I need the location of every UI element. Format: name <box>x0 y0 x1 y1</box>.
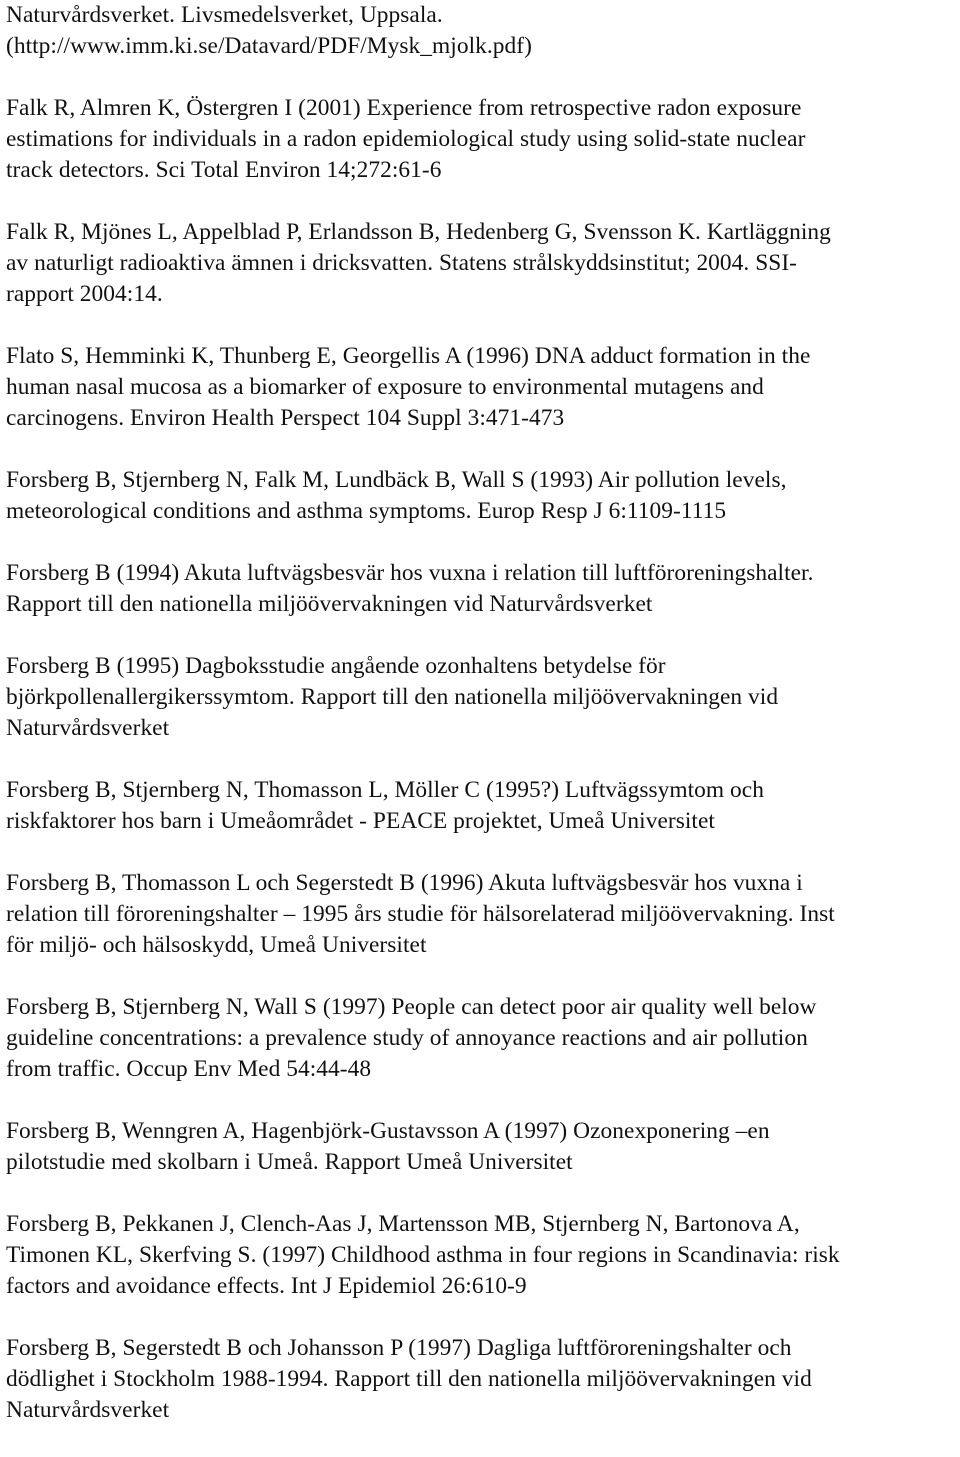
reference-line: factors and avoidance effects. Int J Epidemiol 26:610-9 <box>6 1273 527 1299</box>
reference-line: Naturvårdsverket. Livsmedelsverket, Uppsala. <box>6 2 443 28</box>
reference-entry <box>6 1116 956 1178</box>
reference-line: Timonen KL, Skerfving S. (1997) Childhood asthma in four regions in Scandinavia: risk <box>6 1242 840 1268</box>
reference-line: carcinogens. Environ Health Perspect 104 Suppl 3:471-473 <box>6 405 565 431</box>
reference-entry <box>6 651 956 744</box>
reference-line: pilotstudie med skolbarn i Umeå. Rapport Umeå Universitet <box>6 1149 573 1175</box>
reference-entry <box>6 0 956 62</box>
reference-line: Forsberg B, Segerstedt B och Johansson P (1997) Dagliga luftföroreningshalter och <box>6 1335 792 1361</box>
reference-line: Falk R, Almren K, Östergren I (2001) Experience from retrospective radon exposure <box>6 95 802 121</box>
reference-line: för miljö- och hälsoskydd, Umeå Universitet <box>6 932 427 958</box>
reference-line: Naturvårdsverket <box>6 1397 170 1423</box>
reference-line: Forsberg B (1994) Akuta luftvägsbesvär hos vuxna i relation till luftföroreningshalter. <box>6 560 814 586</box>
reference-entry <box>6 992 956 1085</box>
reference-line: Forsberg B, Stjernberg N, Wall S (1997) People can detect poor air quality well below <box>6 994 817 1020</box>
reference-line: Rapport till den nationella miljöövervakningen vid Naturvårdsverket <box>6 591 653 617</box>
reference-line: Forsberg B, Thomasson L och Segerstedt B (1996) Akuta luftvägsbesvär hos vuxna i <box>6 870 803 896</box>
reference-entry <box>6 217 956 310</box>
reference-entry <box>6 341 956 434</box>
reference-line: guideline concentrations: a prevalence study of annoyance reactions and air pollution <box>6 1025 808 1051</box>
reference-entry <box>6 1209 956 1302</box>
reference-line: meteorological conditions and asthma symptoms. Europ Resp J 6:1109-1115 <box>6 498 727 524</box>
reference-line: rapport 2004:14. <box>6 281 163 307</box>
reference-line: Forsberg B, Pekkanen J, Clench-Aas J, Martensson MB, Stjernberg N, Bartonova A, <box>6 1211 800 1237</box>
reference-line: Naturvårdsverket <box>6 715 170 741</box>
reference-line: dödlighet i Stockholm 1988-1994. Rapport till den nationella miljöövervakningen vid <box>6 1366 812 1392</box>
reference-line: Forsberg B, Stjernberg N, Falk M, Lundbäck B, Wall S (1993) Air pollution levels, <box>6 467 787 493</box>
reference-line: Falk R, Mjönes L, Appelblad P, Erlandsson B, Hedenberg G, Svensson K. Kartläggning <box>6 219 831 245</box>
reference-line: Forsberg B, Wenngren A, Hagenbjörk-Gustavsson A (1997) Ozonexponering –en <box>6 1118 770 1144</box>
reference-line: track detectors. Sci Total Environ 14;272:61-6 <box>6 157 442 183</box>
reference-line: Forsberg B (1995) Dagboksstudie angående ozonhaltens betydelse för <box>6 653 666 679</box>
reference-list <box>6 0 956 1457</box>
reference-line: human nasal mucosa as a biomarker of exposure to environmental mutagens and <box>6 374 764 400</box>
reference-entry <box>6 1333 956 1426</box>
reference-line: av naturligt radioaktiva ämnen i dricksvatten. Statens strålskyddsinstitut; 2004. SSI- <box>6 250 798 276</box>
reference-entry <box>6 775 956 837</box>
reference-line: Forsberg B, Stjernberg N, Thomasson L, Möller C (1995?) Luftvägssymtom och <box>6 777 764 803</box>
reference-line: (http://www.imm.ki.se/Datavard/PDF/Mysk_mjolk.pdf) <box>6 33 532 59</box>
reference-line: relation till föroreningshalter – 1995 års studie för hälsorelaterad miljöövervakning. Inst <box>6 901 835 927</box>
reference-entry <box>6 868 956 961</box>
reference-line: björkpollenallergikerssymtom. Rapport till den nationella miljöövervakningen vid <box>6 684 779 710</box>
reference-line: riskfaktorer hos barn i Umeåområdet - PEACE projektet, Umeå Universitet <box>6 808 715 834</box>
reference-line: Flato S, Hemminki K, Thunberg E, Georgellis A (1996) DNA adduct formation in the <box>6 343 811 369</box>
reference-line: from traffic. Occup Env Med 54:44-48 <box>6 1056 372 1082</box>
reference-line: estimations for individuals in a radon epidemiological study using solid-state nuclear <box>6 126 806 152</box>
reference-entry <box>6 465 956 527</box>
reference-entry <box>6 558 956 620</box>
reference-entry <box>6 93 956 186</box>
